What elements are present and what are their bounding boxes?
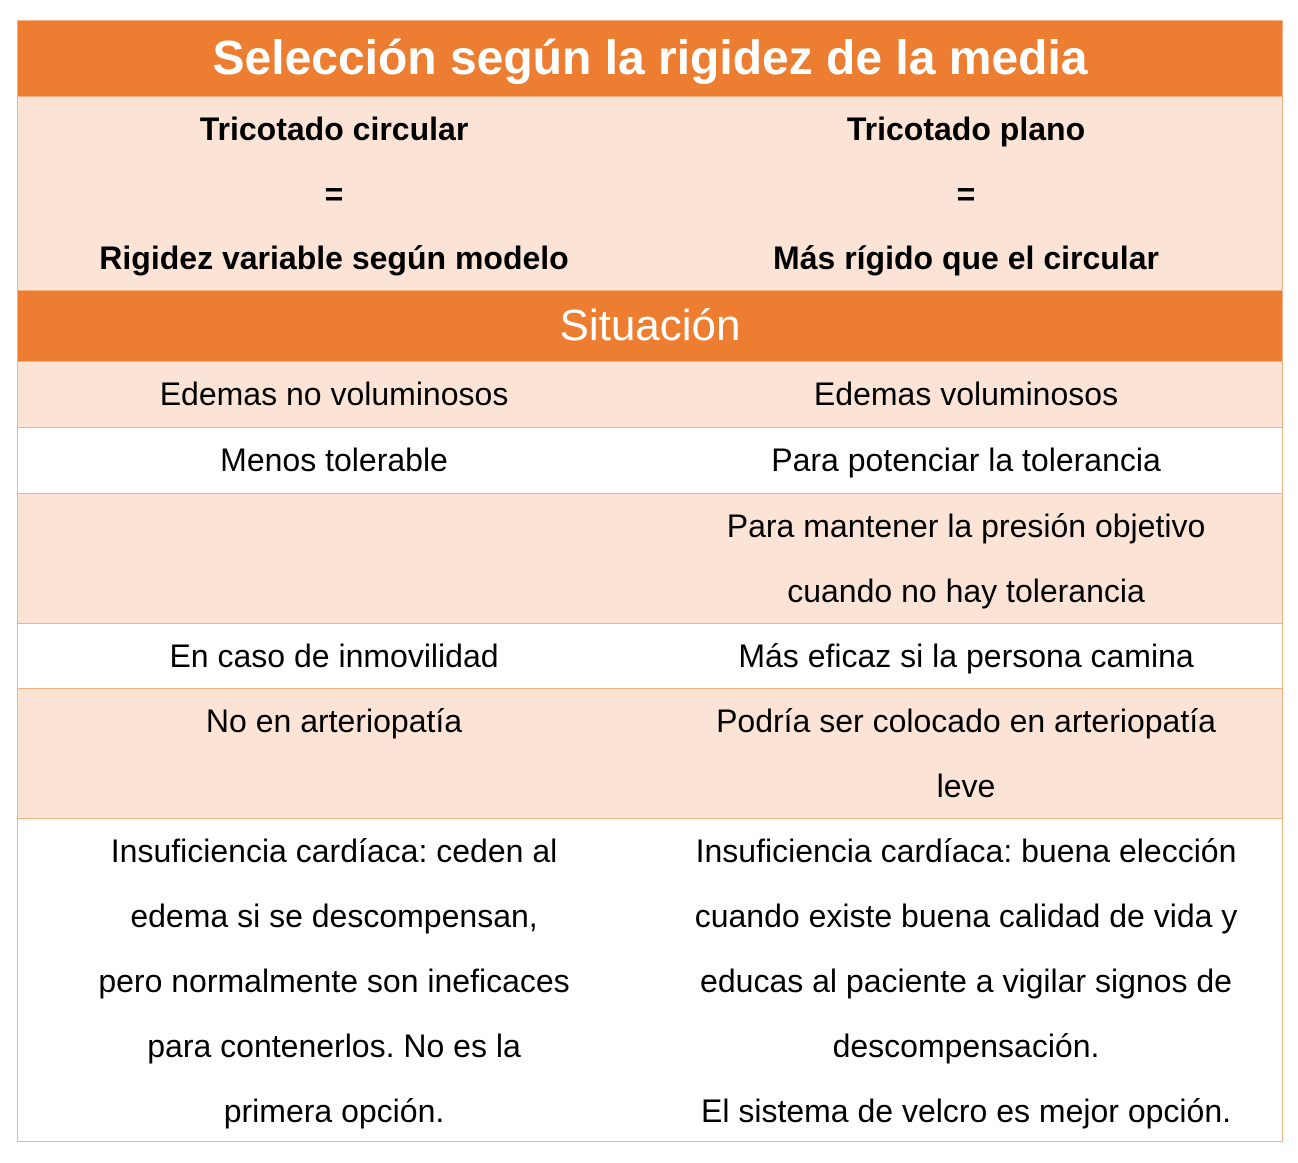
cell-line: edema si se descompensan, bbox=[130, 898, 538, 934]
header-left-line: Tricotado circular bbox=[199, 111, 469, 147]
cell-line: Para mantener la presión objetivo bbox=[726, 508, 1206, 544]
table-row bbox=[18, 362, 1282, 428]
cell-line: El sistema de velcro es mejor opción. bbox=[701, 1093, 1231, 1129]
header-right-line: Más rígido que el circular bbox=[773, 240, 1159, 276]
cell-line: Insuficiencia cardíaca: ceden al bbox=[110, 833, 558, 869]
header-left-cell bbox=[18, 97, 650, 290]
row-right-cell bbox=[650, 689, 1282, 818]
row-left-cell bbox=[18, 624, 650, 688]
header-right-cell bbox=[650, 97, 1282, 290]
row-right-cell bbox=[650, 624, 1282, 688]
header-left-line: Rigidez variable según modelo bbox=[99, 240, 569, 276]
row-left-cell bbox=[18, 428, 650, 493]
row-left-cell bbox=[18, 494, 650, 623]
cell-line: Más eficaz si la persona camina bbox=[738, 638, 1194, 674]
table-row bbox=[18, 689, 1282, 819]
cell-line: Menos tolerable bbox=[220, 442, 448, 478]
cell-line: para contenerlos. No es la bbox=[147, 1028, 521, 1064]
cell-line: Edemas no voluminosos bbox=[159, 376, 509, 412]
cell-line: descompensación. bbox=[832, 1028, 1100, 1064]
cell-line: Podría ser colocado en arteriopatía bbox=[716, 703, 1216, 739]
header-row bbox=[18, 97, 1282, 291]
cell-line: No en arteriopatía bbox=[205, 703, 463, 739]
header-right-line: Tricotado plano bbox=[846, 111, 1086, 147]
cell-line: cuando no hay tolerancia bbox=[787, 573, 1145, 609]
cell-line: cuando existe buena calidad de vida y bbox=[694, 898, 1238, 934]
row-left-cell bbox=[18, 362, 650, 427]
table-row bbox=[18, 494, 1282, 624]
cell-line: En caso de inmovilidad bbox=[169, 638, 499, 674]
cell-line: Insuficiencia cardíaca: buena elección bbox=[695, 833, 1237, 869]
selection-table bbox=[17, 20, 1283, 1142]
table-row bbox=[18, 428, 1282, 494]
header-right-line: = bbox=[956, 175, 976, 212]
cell-line: primera opción. bbox=[223, 1093, 445, 1129]
section-heading: Situación bbox=[18, 291, 1282, 362]
header-left-line: = bbox=[324, 175, 344, 212]
cell-line: Edemas voluminosos bbox=[813, 376, 1119, 412]
row-right-cell bbox=[650, 494, 1282, 623]
row-left-cell bbox=[18, 819, 650, 1141]
row-left-cell bbox=[18, 689, 650, 818]
row-right-cell bbox=[650, 362, 1282, 427]
cell-line: leve bbox=[936, 768, 996, 804]
cell-line: Para potenciar la tolerancia bbox=[771, 442, 1161, 478]
row-right-cell bbox=[650, 428, 1282, 493]
table-row bbox=[18, 624, 1282, 689]
table-title: Selección según la rigidez de la media bbox=[18, 21, 1282, 97]
cell-line: pero normalmente son ineficaces bbox=[98, 963, 570, 999]
row-right-cell bbox=[650, 819, 1282, 1141]
cell-line: educas al paciente a vigilar signos de bbox=[700, 963, 1232, 999]
table-row bbox=[18, 819, 1282, 1141]
